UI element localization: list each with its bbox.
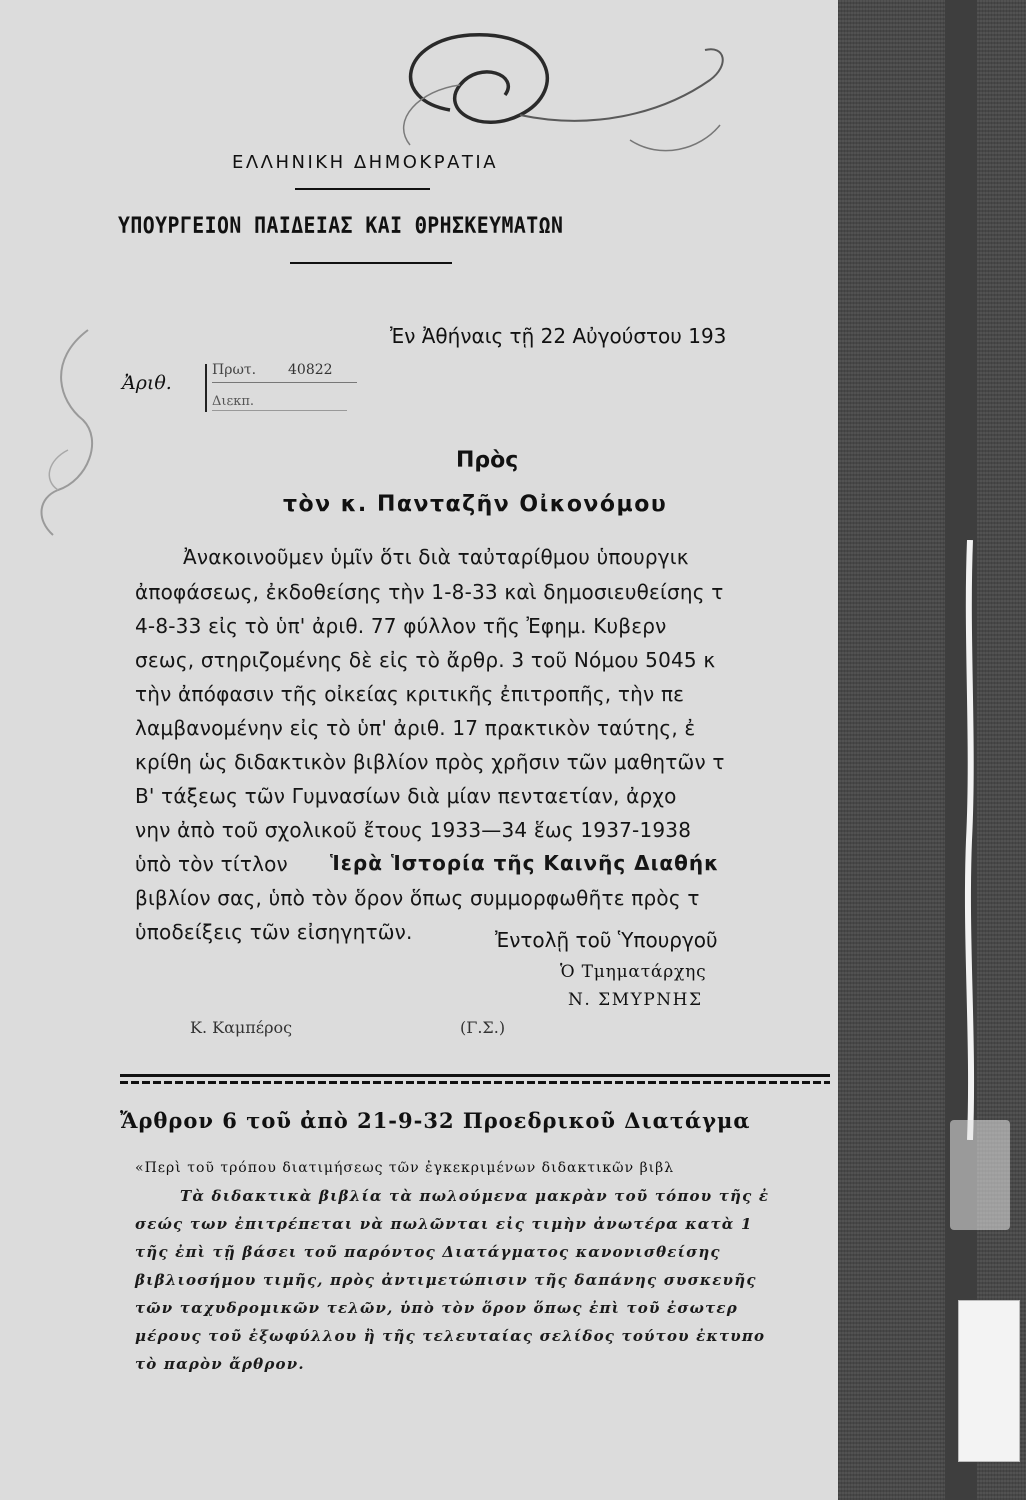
- body-line: ὑποδείξεις τῶν εἰσηγητῶν.: [135, 920, 413, 944]
- article-line: τῆς ἐπὶ τῇ βάσει τοῦ παρόντος Διατάγματος κανονισθείσης: [135, 1243, 721, 1261]
- addressee-name: τὸν κ. Πανταζῆν Οἰκονόμου: [283, 492, 668, 517]
- heading-divider: [295, 188, 430, 190]
- body-line: Ἀνακοινοῦμεν ὑμῖν ὅτι διὰ ταὐταρίθμου ὑπουργικ: [183, 545, 689, 569]
- dispatch-underline: [212, 410, 347, 411]
- article-line: Τὰ διδακτικὰ βιβλία τὰ πωλούμενα μακρὰν τοῦ τόπου τῆς ἐ: [180, 1187, 770, 1205]
- body-line: βιβλίον σας, ὑπὸ τὸν ὅρον ὅπως συμμορφωθῆτε πρὸς τ: [135, 886, 700, 910]
- ministry-heading: ΥΠΟΥΡΓΕΙΟΝ ΠΑΙΔΕΙΑΣ ΚΑΙ ΘΡΗΣΚΕΥΜΑΤΩΝ: [118, 214, 564, 239]
- protocol-underline: [212, 382, 357, 383]
- body-line: κρίθη ὡς διδακτικὸν βιβλίον πρὸς χρῆσιν τῶν μαθητῶν τ: [135, 750, 725, 774]
- signature-order: Ἐντολῇ τοῦ Ὑπουργοῦ: [495, 928, 718, 952]
- protocol-label: Πρωτ.: [212, 362, 257, 378]
- section-divider: [120, 1074, 830, 1077]
- ministry-divider: [290, 262, 452, 264]
- body-line: λαμβανομένην εἰς τὸ ὑπ' ἀριθ. 17 πρακτικὸν ταύτης, ἐ: [135, 716, 696, 740]
- article-subtitle: «Περὶ τοῦ τρόπου διατιμήσεως τῶν ἐγκεκριμένων διδακτικῶν βιβλ: [135, 1160, 675, 1176]
- body-line: σεως, στηριζομένης δὲ εἰς τὸ ἄρθρ. 3 τοῦ Νόμου 5045 κ: [135, 648, 716, 672]
- article-line: τὸ παρὸν ἄρθρον.: [135, 1355, 305, 1373]
- article-heading: Ἄρθρον 6 τοῦ ἀπὸ 21-9-32 Προεδρικοῦ Διατάγμα: [120, 1108, 751, 1133]
- protocol-number: 40822: [288, 362, 333, 378]
- section-divider-dashed: [120, 1081, 830, 1084]
- dateline: Ἐν Ἀθήναις τῇ 22 Αὐγούστου 193: [390, 324, 727, 348]
- reference-bracket: [205, 364, 207, 412]
- signature-role: Ὁ Τμηματάρχης: [560, 962, 707, 982]
- body-line: ὑπὸ τὸν τίτλον: [135, 852, 288, 876]
- state-heading: ΕΛΛΗΝΙΚΗ ΔΗΜΟΚΡΑΤΙΑ: [232, 152, 499, 173]
- cloth-texture: [838, 0, 1026, 1500]
- tape-strip: [950, 1120, 1010, 1230]
- signature-name: Ν. ΣΜΥΡΝΗΣ: [568, 990, 703, 1010]
- article-line: σεώς των ἐπιτρέπεται νὰ πωλῶνται εἰς τιμὴν ἀνωτέρα κατὰ 1: [135, 1215, 753, 1233]
- book-title: Ἱερὰ Ἱστορία τῆς Καινῆς Διαθήκ: [330, 851, 720, 875]
- body-line: τὴν ἀπόφασιν τῆς οἰκείας κριτικῆς ἐπιτροπῆς, τὴν πε: [135, 682, 685, 706]
- article-line: βιβλιοσήμου τιμῆς, πρὸς ἀντιμετώπισιν τῆς δαπάνης συσκευῆς: [135, 1271, 757, 1289]
- reference-label: Ἀριθ.: [122, 372, 172, 394]
- addressee-prefix: Πρὸς: [456, 448, 519, 473]
- article-line: τῶν ταχυδρομικῶν τελῶν, ὑπὸ τὸν ὅρον ὅπως ἐπὶ τοῦ ἐσωτερ: [135, 1299, 738, 1317]
- flourish-ornament: [330, 20, 750, 170]
- margin-scroll-ornament: [28, 320, 108, 560]
- article-line: μέρους τοῦ ἐξωφύλλου ἢ τῆς τελευταίας σελίδος τούτου ἐκτυπο: [135, 1327, 766, 1345]
- dispatch-label: Διεκπ.: [212, 394, 255, 409]
- clerk-initials: (Γ.Σ.): [460, 1018, 506, 1037]
- white-label-strip: [958, 1300, 1020, 1462]
- binding-string: [964, 540, 976, 1140]
- body-line: Β' τάξεως τῶν Γυμνασίων διὰ μίαν πενταετίαν, ἀρχο: [135, 784, 677, 808]
- body-line: νην ἀπὸ τοῦ σχολικοῦ ἔτους 1933—34 ἕως 1937-1938: [135, 818, 692, 842]
- clerk-name: Κ. Καμπέρος: [190, 1018, 293, 1037]
- body-line: 4-8-33 εἰς τὸ ὑπ' ἀριθ. 77 φύλλον τῆς Ἐφημ. Κυβερν: [135, 614, 667, 638]
- body-line: ἀποφάσεως, ἐκδοθείσης τὴν 1-8-33 καὶ δημοσιευθείσης τ: [135, 580, 724, 604]
